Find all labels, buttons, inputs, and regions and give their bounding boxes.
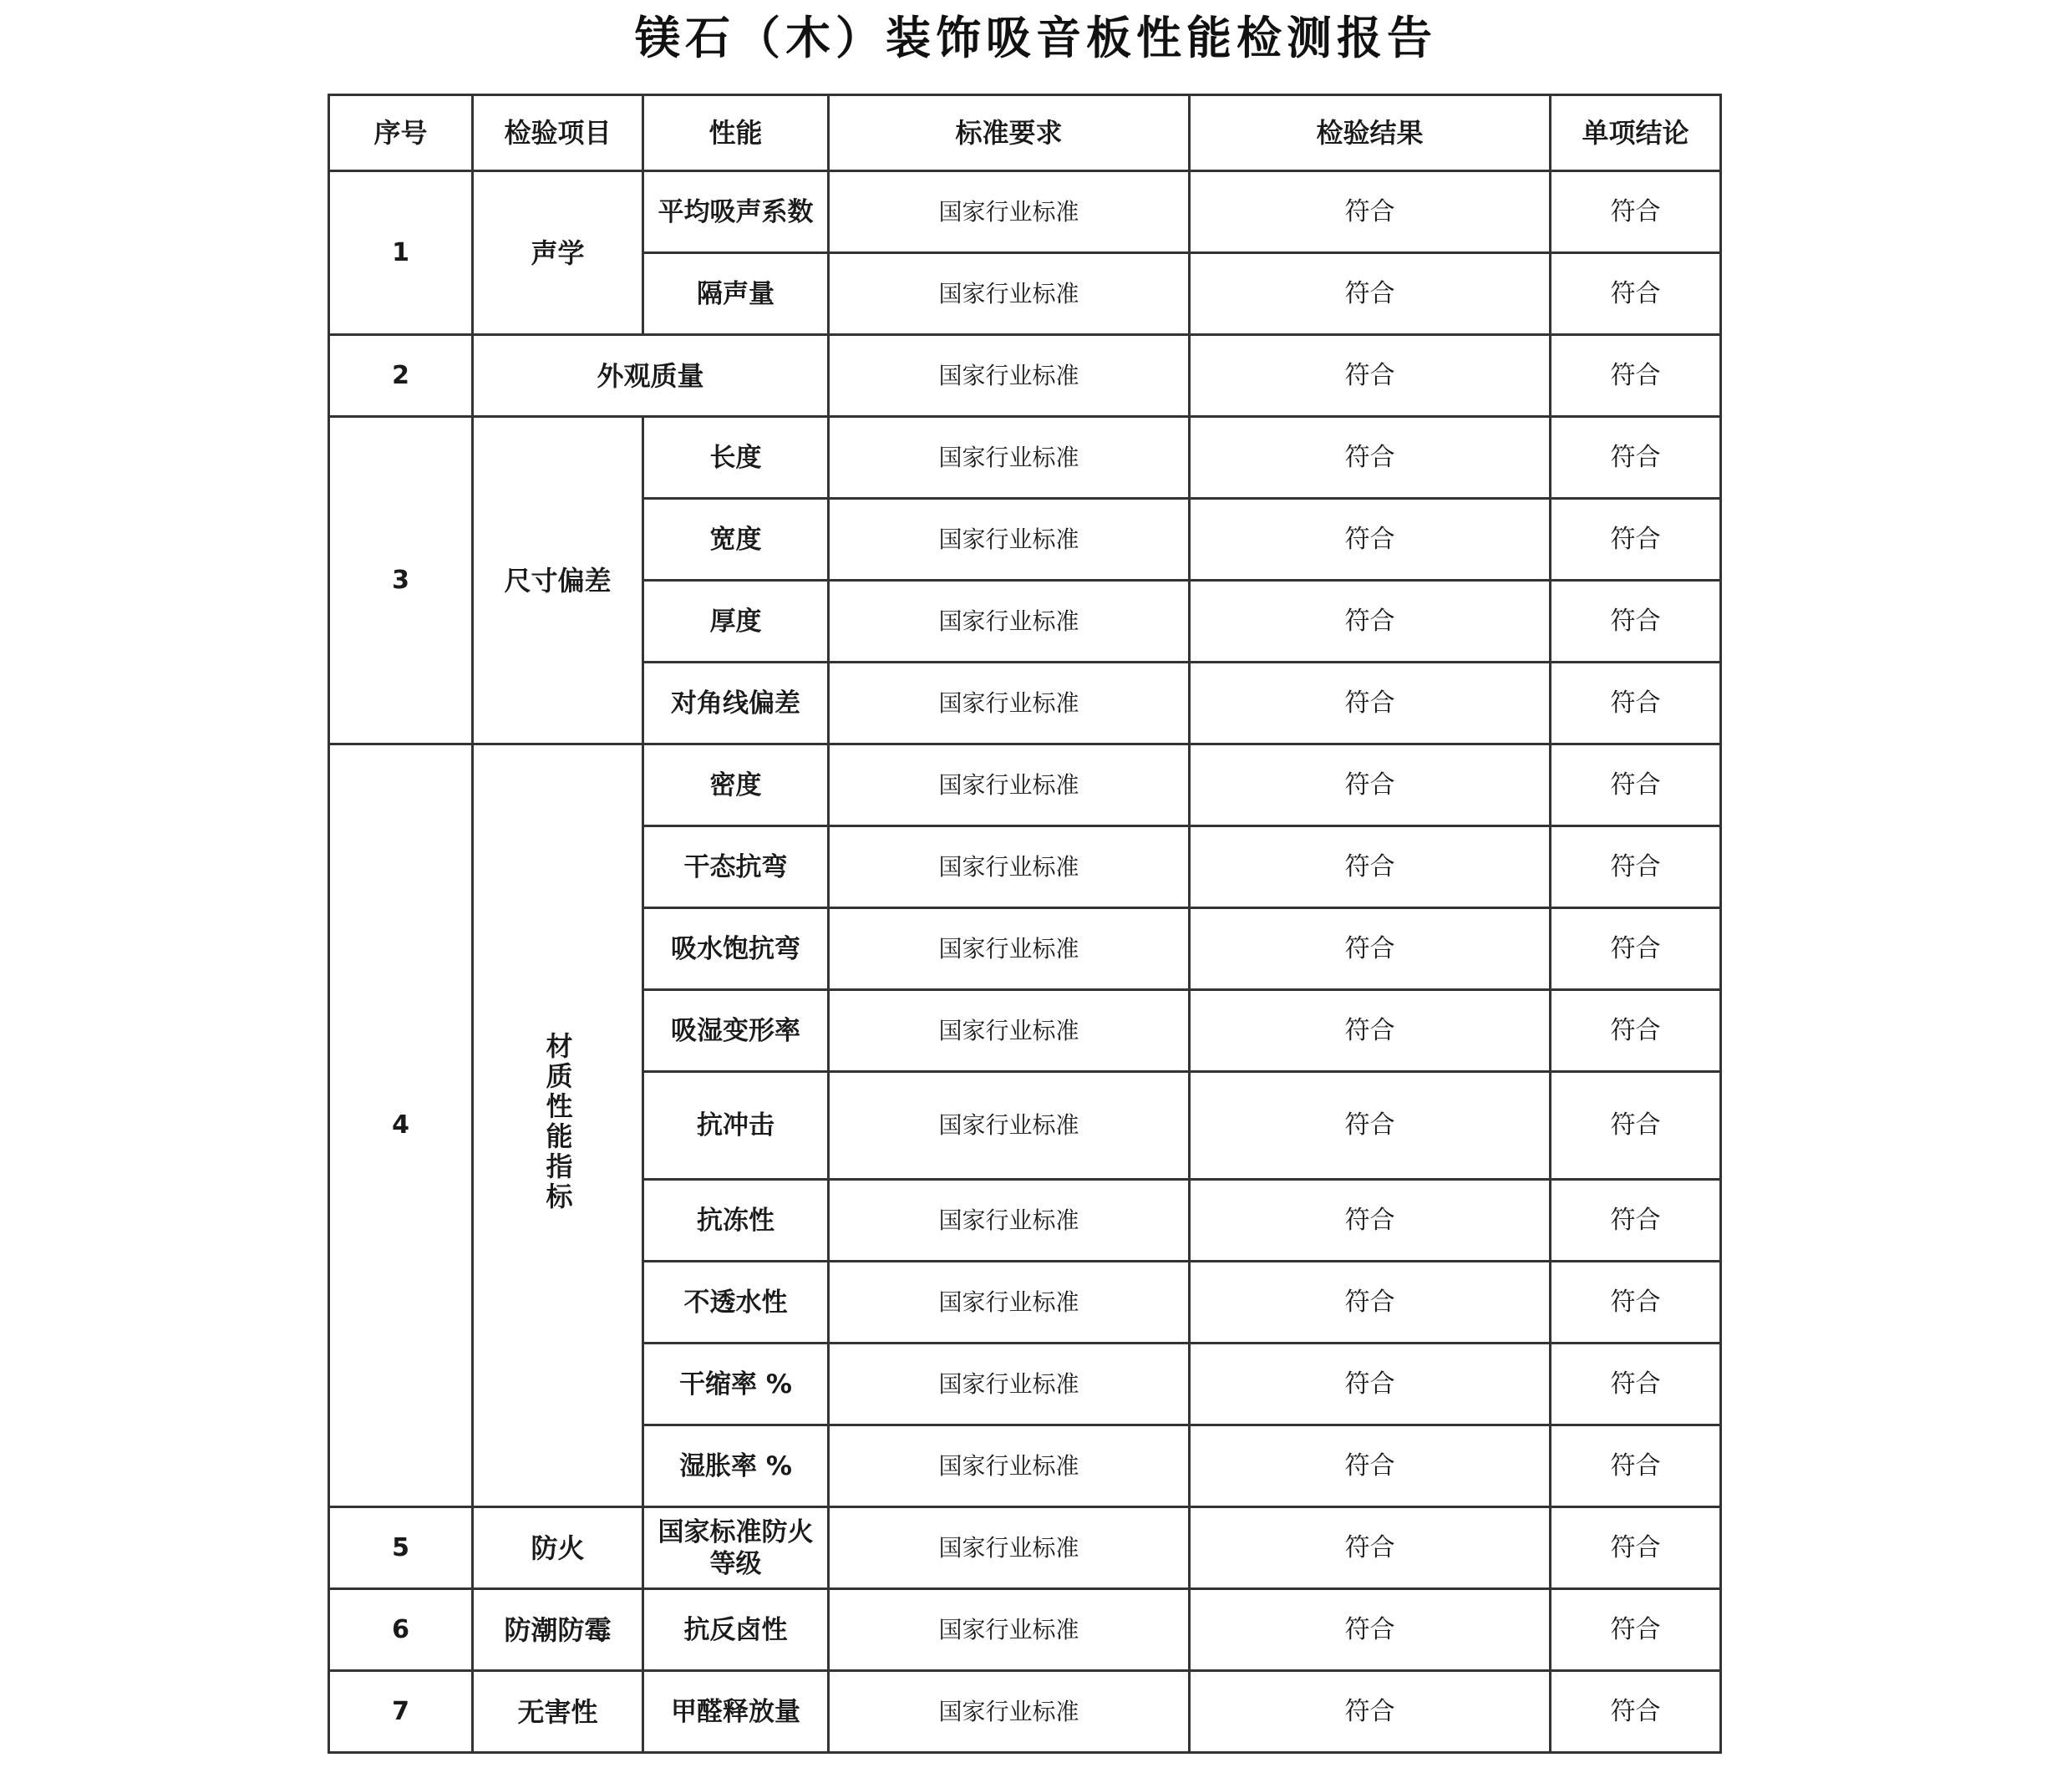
header-cell-standard: 标准要求 (829, 95, 1190, 171)
cell-result: 符合 (1190, 908, 1551, 990)
table-body (329, 95, 1721, 1753)
cell-result: 符合 (1190, 1344, 1551, 1425)
cell-standard: 国家行业标准 (829, 663, 1190, 744)
cell-property: 抗反卤性 (643, 1589, 829, 1671)
cell-standard: 国家行业标准 (829, 1344, 1190, 1425)
cell-standard: 国家行业标准 (829, 253, 1190, 335)
cell-conclusion: 符合 (1551, 335, 1721, 417)
cell-property: 长度 (643, 417, 829, 499)
cell-conclusion: 符合 (1551, 417, 1721, 499)
table-row (329, 335, 1721, 417)
cell-conclusion: 符合 (1551, 1425, 1721, 1507)
header-cell-conclusion: 单项结论 (1551, 95, 1721, 171)
cell-standard: 国家行业标准 (829, 826, 1190, 908)
cell-no: 3 (329, 417, 473, 744)
cell-no: 5 (329, 1507, 473, 1589)
cell-conclusion: 符合 (1551, 1180, 1721, 1262)
cell-standard: 国家行业标准 (829, 581, 1190, 663)
cell-result: 符合 (1190, 1671, 1551, 1753)
cell-property: 平均吸声系数 (643, 171, 829, 253)
header-cell-result: 检验结果 (1190, 95, 1551, 171)
cell-property: 对角线偏差 (643, 663, 829, 744)
cell-result: 符合 (1190, 335, 1551, 417)
cell-standard: 国家行业标准 (829, 417, 1190, 499)
cell-property: 抗冲击 (643, 1072, 829, 1180)
cell-standard: 国家行业标准 (829, 1072, 1190, 1180)
table-row (329, 1589, 1721, 1671)
cell-conclusion: 符合 (1551, 253, 1721, 335)
cell-conclusion: 符合 (1551, 663, 1721, 744)
cell-result: 符合 (1190, 826, 1551, 908)
cell-result: 符合 (1190, 171, 1551, 253)
cell-no: 7 (329, 1671, 473, 1753)
cell-result: 符合 (1190, 1262, 1551, 1344)
cell-result: 符合 (1190, 1507, 1551, 1589)
cell-property: 干态抗弯 (643, 826, 829, 908)
cell-conclusion: 符合 (1551, 1072, 1721, 1180)
cell-property: 不透水性 (643, 1262, 829, 1344)
table-row (329, 417, 1721, 499)
table-row (329, 171, 1721, 253)
cell-no: 4 (329, 744, 473, 1507)
cell-conclusion: 符合 (1551, 1671, 1721, 1753)
cell-standard: 国家行业标准 (829, 1589, 1190, 1671)
header-cell-no: 序号 (329, 95, 473, 171)
cell-conclusion: 符合 (1551, 171, 1721, 253)
cell-standard: 国家行业标准 (829, 1671, 1190, 1753)
cell-conclusion: 符合 (1551, 1262, 1721, 1344)
cell-no: 2 (329, 335, 473, 417)
cell-result: 符合 (1190, 1072, 1551, 1180)
cell-standard: 国家行业标准 (829, 908, 1190, 990)
inspection-report-table (328, 94, 1722, 1754)
cell-result: 符合 (1190, 1425, 1551, 1507)
cell-result: 符合 (1190, 1589, 1551, 1671)
category-vertical-label: 材质性能指标 (541, 1032, 574, 1212)
cell-property: 吸湿变形率 (643, 990, 829, 1072)
cell-property: 密度 (643, 744, 829, 826)
cell-property: 隔声量 (643, 253, 829, 335)
cell-result: 符合 (1190, 990, 1551, 1072)
cell-conclusion: 符合 (1551, 1589, 1721, 1671)
cell-result: 符合 (1190, 744, 1551, 826)
cell-conclusion: 符合 (1551, 1507, 1721, 1589)
cell-standard: 国家行业标准 (829, 171, 1190, 253)
cell-category: 无害性 (473, 1671, 643, 1753)
cell-category: 尺寸偏差 (473, 417, 643, 744)
cell-result: 符合 (1190, 581, 1551, 663)
header-cell-category: 检验项目 (473, 95, 643, 171)
cell-result: 符合 (1190, 499, 1551, 581)
cell-result: 符合 (1190, 1180, 1551, 1262)
cell-conclusion: 符合 (1551, 1344, 1721, 1425)
table-row (329, 744, 1721, 826)
cell-property: 甲醛释放量 (643, 1671, 829, 1753)
cell-conclusion: 符合 (1551, 908, 1721, 990)
cell-property: 抗冻性 (643, 1180, 829, 1262)
cell-result: 符合 (1190, 253, 1551, 335)
cell-result: 符合 (1190, 663, 1551, 744)
cell-category: 外观质量 (473, 335, 829, 417)
cell-property: 国家标准防火等级 (643, 1507, 829, 1589)
cell-standard: 国家行业标准 (829, 1507, 1190, 1589)
table-row (329, 1671, 1721, 1753)
header-row (329, 95, 1721, 171)
cell-category: 声学 (473, 171, 643, 335)
table-row (329, 1507, 1721, 1589)
cell-conclusion: 符合 (1551, 581, 1721, 663)
cell-no: 6 (329, 1589, 473, 1671)
cell-standard: 国家行业标准 (829, 499, 1190, 581)
cell-standard: 国家行业标准 (829, 335, 1190, 417)
cell-conclusion: 符合 (1551, 826, 1721, 908)
cell-category: 防潮防霉 (473, 1589, 643, 1671)
cell-standard: 国家行业标准 (829, 1180, 1190, 1262)
cell-standard: 国家行业标准 (829, 990, 1190, 1072)
cell-standard: 国家行业标准 (829, 744, 1190, 826)
header-cell-property: 性能 (643, 95, 829, 171)
cell-category: 防火 (473, 1507, 643, 1589)
cell-property: 吸水饱抗弯 (643, 908, 829, 990)
cell-property: 厚度 (643, 581, 829, 663)
cell-property: 干缩率 % (643, 1344, 829, 1425)
cell-conclusion: 符合 (1551, 990, 1721, 1072)
cell-property: 宽度 (643, 499, 829, 581)
report-title: 镁石（木）装饰吸音板性能检测报告 (635, 12, 1437, 64)
cell-property: 湿胀率 % (643, 1425, 829, 1507)
cell-no: 1 (329, 171, 473, 335)
cell-conclusion: 符合 (1551, 499, 1721, 581)
cell-category (473, 744, 643, 1507)
cell-conclusion: 符合 (1551, 744, 1721, 826)
cell-result: 符合 (1190, 417, 1551, 499)
cell-standard: 国家行业标准 (829, 1425, 1190, 1507)
cell-standard: 国家行业标准 (829, 1262, 1190, 1344)
